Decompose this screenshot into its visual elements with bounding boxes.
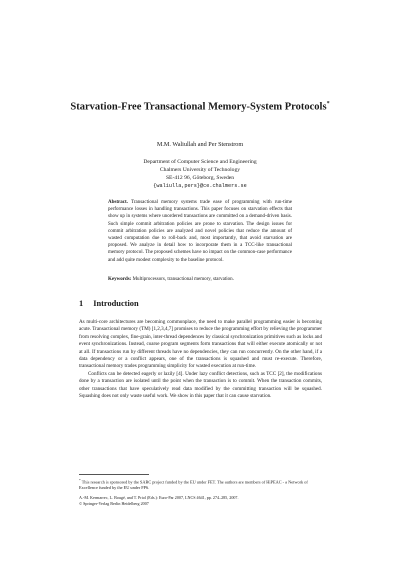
affiliation-university: Chalmers University of Technology [159, 167, 241, 173]
affiliation-dept: Department of Computer Science and Engineering [143, 159, 257, 165]
section-title: Introduction [93, 299, 139, 308]
body-text [79, 319, 322, 400]
footnote [79, 477, 322, 491]
abstract-text: Transactional memory systems trade ease of programming with run-time performance losses in handling transactions. This paper focuses on starvation effects that show up in systems where unordered transactions are committed on a demand-driven basis. Such simple commit arbitration policies are prone to starvation. The design issues for commit arbitration policies are analyzed and novel policies that reduce the amount of wasted computation due to roll-back and, most importantly, that avoid starvation are proposed. We analyze in detail how to incorporate them in a TCC-like transactional memory protocol. The proposed schemes have no impact on the common-case performance and add quite modest complexity to the baseline protocol. [108, 200, 292, 263]
title-footnote-mark: * [326, 101, 330, 107]
affiliation [0, 158, 400, 190]
paper-title [70, 96, 330, 116]
section-number: 1 [79, 299, 84, 308]
citation-line-2: © Springer-Verlag Berlin Heidelberg 2007 [79, 501, 149, 506]
authors: M.M. Waliullah and Per Stenstrom [156, 141, 244, 148]
affiliation-email: {waliulla,pers}@ce.chalmers.se [153, 183, 247, 189]
footnote-text: This research is sponsored by the SARC project funded by the EU under FET. The authors are members of HiPEAC - a Network of Excellence funded by the EU under FP6. [79, 479, 308, 491]
citation [79, 495, 322, 507]
keywords-text: Multiprocessors, transactional memory, starvation. [132, 277, 234, 282]
citation-line-1: A.-M. Kermarrec, L. Bougé, and T. Priol (Eds.): Euro-Par 2007, LNCS 4641, pp. 274–285, 2007. [79, 495, 239, 500]
abstract-label: Abstract. [108, 200, 128, 205]
abstract [108, 199, 292, 264]
paragraph: As multi-core architectures are becoming commonplace, the need to make parallel programming easier is becoming acute. Transactional memory (TM) [1,2,3,4,7] promises to reduce the programming effort by relieving the programmer from resolving complex, fine-grain, inter-thread dependences by classical synchronization primitives such as locks and event synchronizations. Instead, coarse program segments form transactions that will either execute atomically or not at all. If transactions run by different threads have no dependencies, they can run concurrently. On the other hand, if a data dependency or a conflict appears, one of the transactions is squashed and must re-execute. Therefore, transactional memory trades programming simplicity for wasted execution at run-time. [79, 319, 322, 370]
footnote-rule [79, 474, 149, 475]
keywords-label: Keywords: [108, 277, 132, 282]
keywords [108, 276, 292, 283]
title-text: Starvation-Free Transactional Memory-System Protocols [70, 101, 327, 113]
section-heading [79, 299, 139, 308]
paragraph: Conflicts can be detected eagerly or lazily [4]. Under lazy conflict detections, such as TCC [2], the modifications done by a transaction are isolated until the point when the transaction is to commit. When the transaction commits, other transactions that have speculatively read data modified by the committing transaction will be squashed. Squashing does not only waste useful work. We show in this paper that it can cause starvation. [79, 370, 322, 400]
affiliation-address: SE-412 96, Göteborg, Sweden [165, 175, 235, 181]
footnote-mark: * [79, 478, 81, 482]
